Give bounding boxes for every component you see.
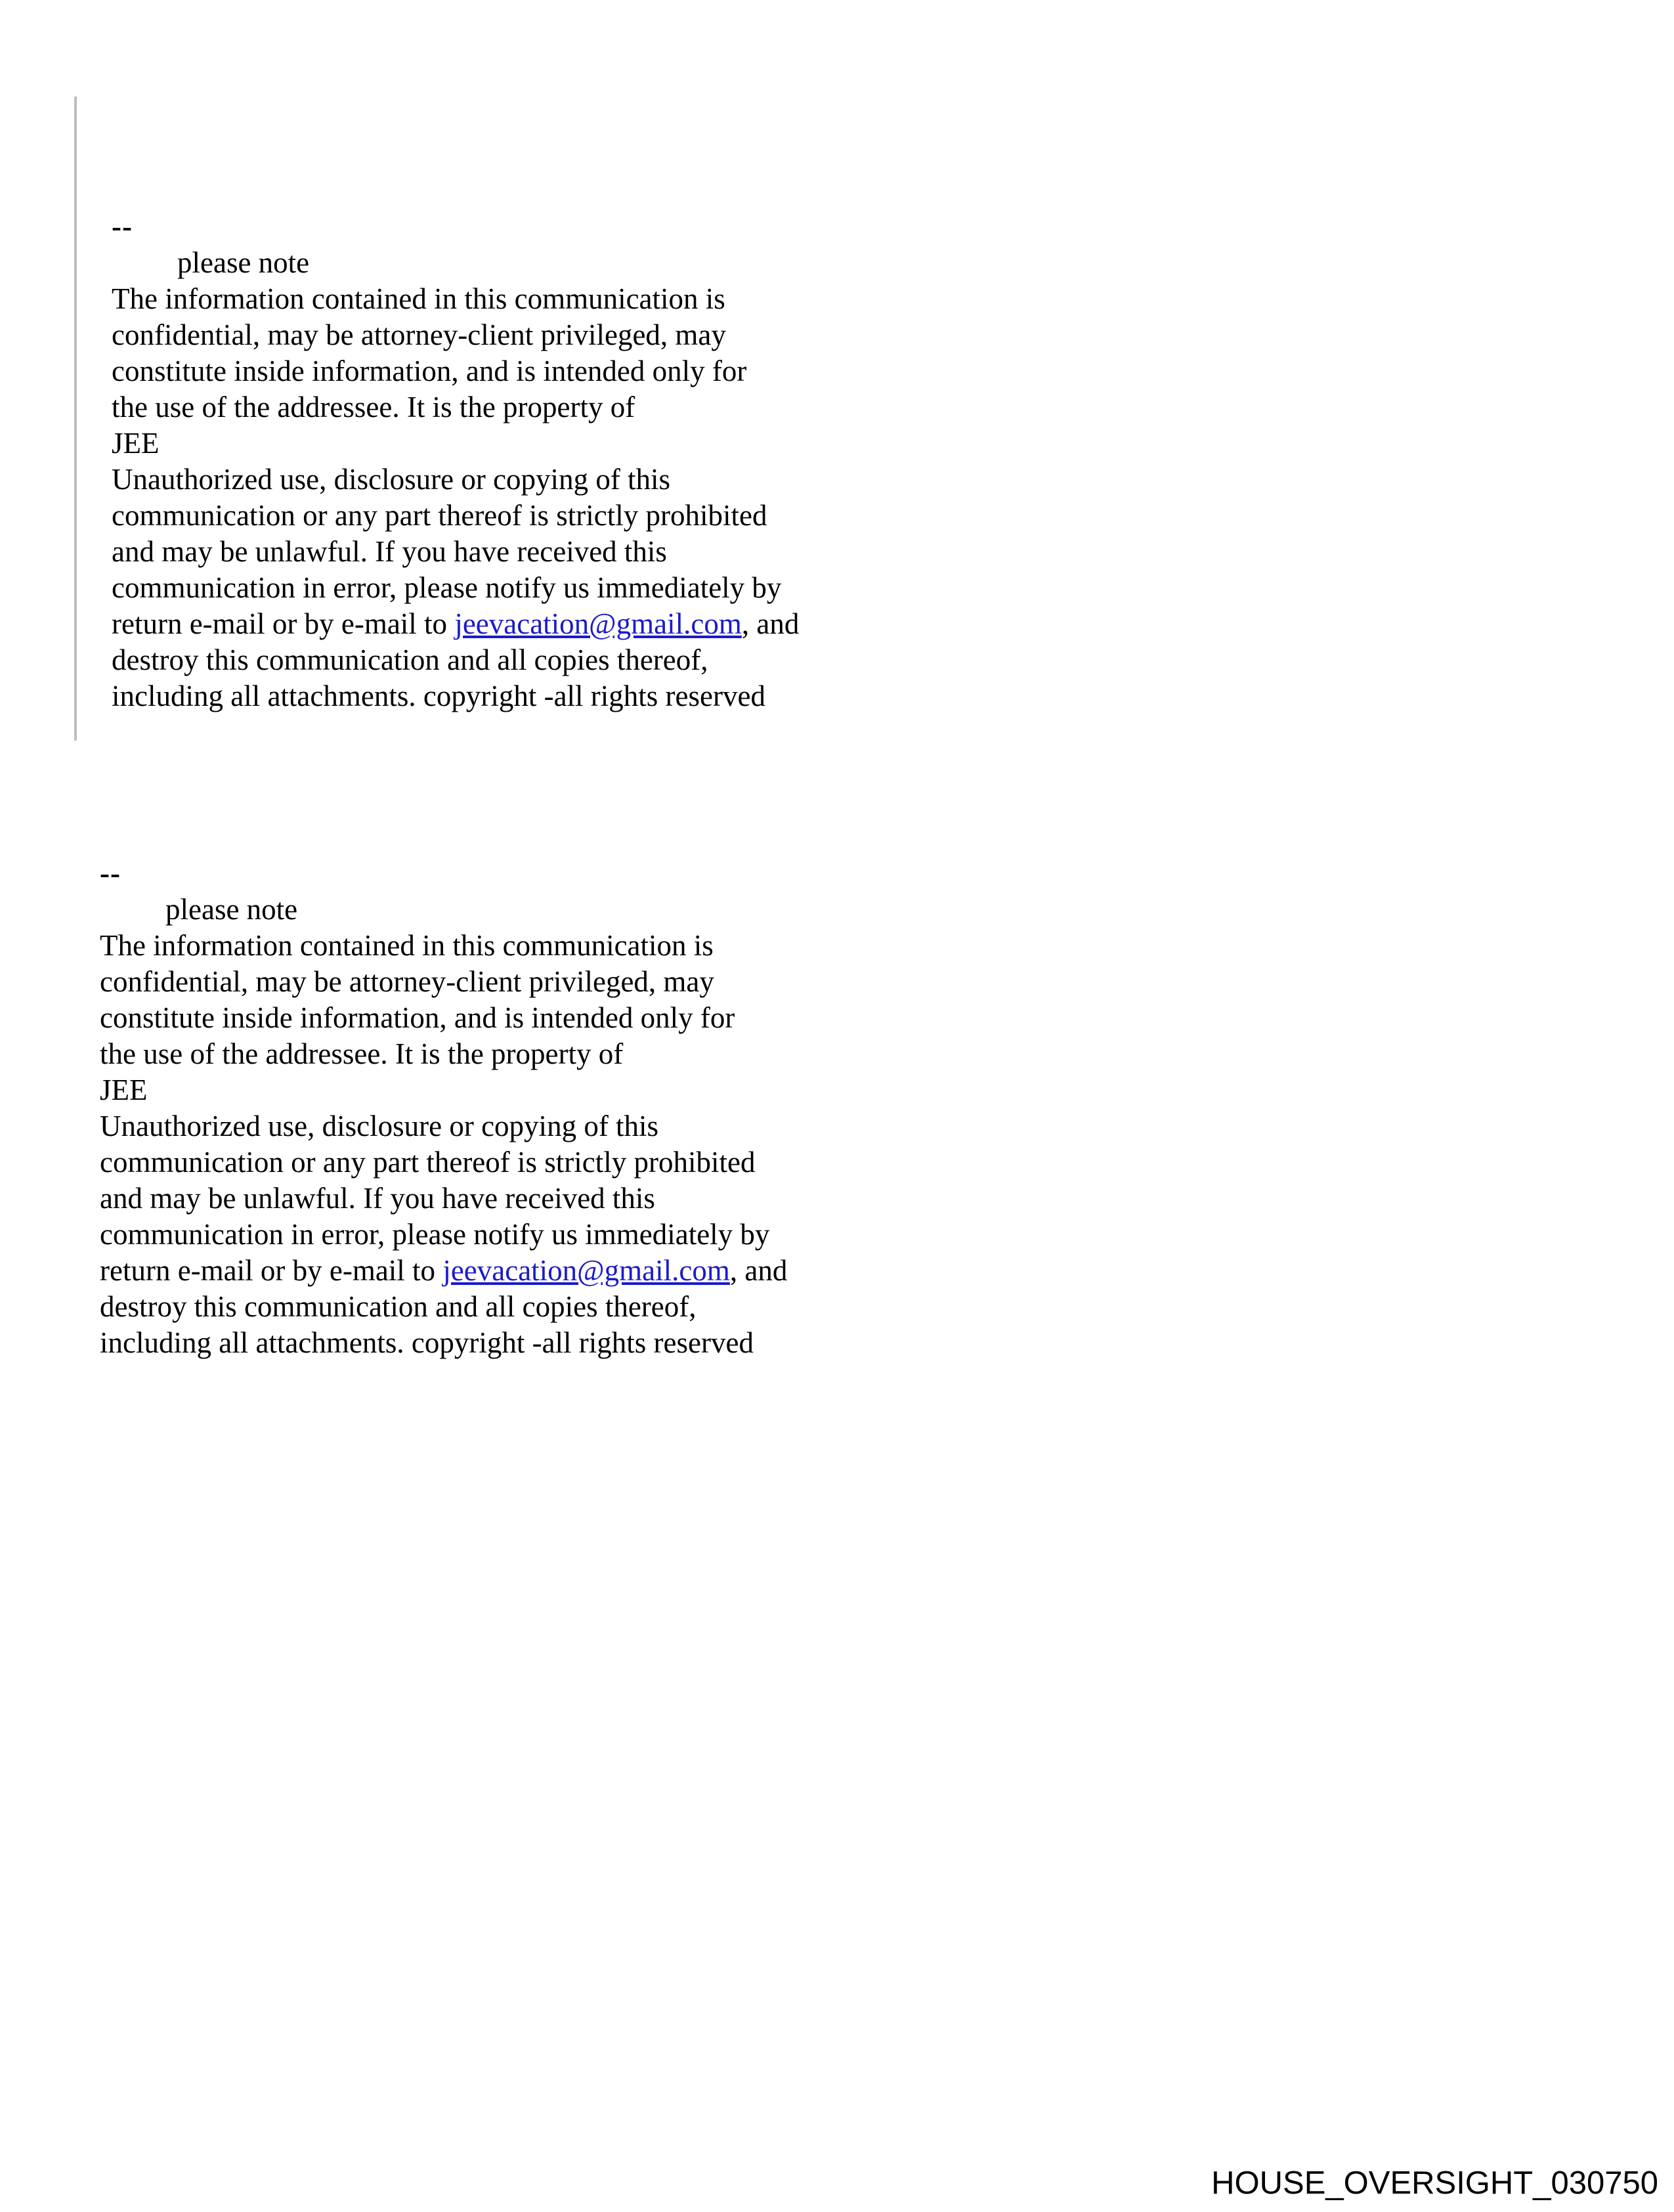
disclaimer-line: communication in error, please notify us immediately by <box>100 1218 770 1251</box>
disclaimer-line: the use of the addressee. It is the property of <box>112 391 635 423</box>
disclaimer-line: including all attachments. copyright -all rights reserved <box>100 1326 754 1359</box>
disclaimer-link-line <box>112 606 1070 642</box>
signature-dashes: -- <box>100 857 121 890</box>
disclaimer-line: constitute inside information, and is intended only for <box>112 355 747 387</box>
disclaimer-line: The information contained in this communication is <box>112 282 725 315</box>
disclaimer-line: and may be unlawful. If you have received this <box>100 1182 655 1215</box>
disclaimer-line: communication or any part thereof is strictly prohibited <box>100 1146 756 1179</box>
disclaimer-line: destroy this communication and all copies thereof, <box>100 1290 697 1323</box>
disclaimer-line: the use of the addressee. It is the property of <box>100 1037 624 1070</box>
signature-dashes: -- <box>112 210 133 243</box>
disclaimer-line: Unauthorized use, disclosure or copying of this <box>112 463 671 496</box>
email-link[interactable]: jeevacation@gmail.com <box>442 1254 730 1287</box>
link-line-suffix: , and <box>741 607 800 640</box>
email-quote-bar <box>74 97 77 741</box>
disclaimer-line: communication or any part thereof is strictly prohibited <box>112 499 767 532</box>
disclaimer-line: constitute inside information, and is intended only for <box>100 1001 735 1034</box>
disclaimer-block-unquoted <box>100 856 1058 1361</box>
disclaimer-block-quoted <box>112 209 1070 714</box>
disclaimer-line: destroy this communication and all copies thereof, <box>112 643 708 676</box>
disclaimer-line: including all attachments. copyright -all rights reserved <box>112 680 765 712</box>
disclaimer-link-line <box>100 1253 1058 1289</box>
disclaimer-line: confidential, may be attorney-client privileged, may <box>112 318 726 351</box>
disclaimer-line: communication in error, please notify us immediately by <box>112 571 782 604</box>
disclaimer-line: Unauthorized use, disclosure or copying of this <box>100 1110 659 1142</box>
disclaimer-line: JEE <box>112 427 160 460</box>
bates-number: HOUSE_OVERSIGHT_030750 <box>1211 2165 1658 2201</box>
link-line-suffix: , and <box>729 1254 788 1287</box>
please-note-line: please note <box>177 246 310 279</box>
disclaimer-line: The information contained in this communication is <box>100 929 714 962</box>
link-line-prefix: return e-mail or by e-mail to <box>112 607 455 640</box>
please-note-line: please note <box>165 893 298 926</box>
disclaimer-line: confidential, may be attorney-client privileged, may <box>100 965 714 998</box>
disclaimer-line: and may be unlawful. If you have received this <box>112 535 667 568</box>
email-link[interactable]: jeevacation@gmail.com <box>454 607 742 640</box>
disclaimer-line: JEE <box>100 1073 148 1106</box>
link-line-prefix: return e-mail or by e-mail to <box>100 1254 443 1287</box>
